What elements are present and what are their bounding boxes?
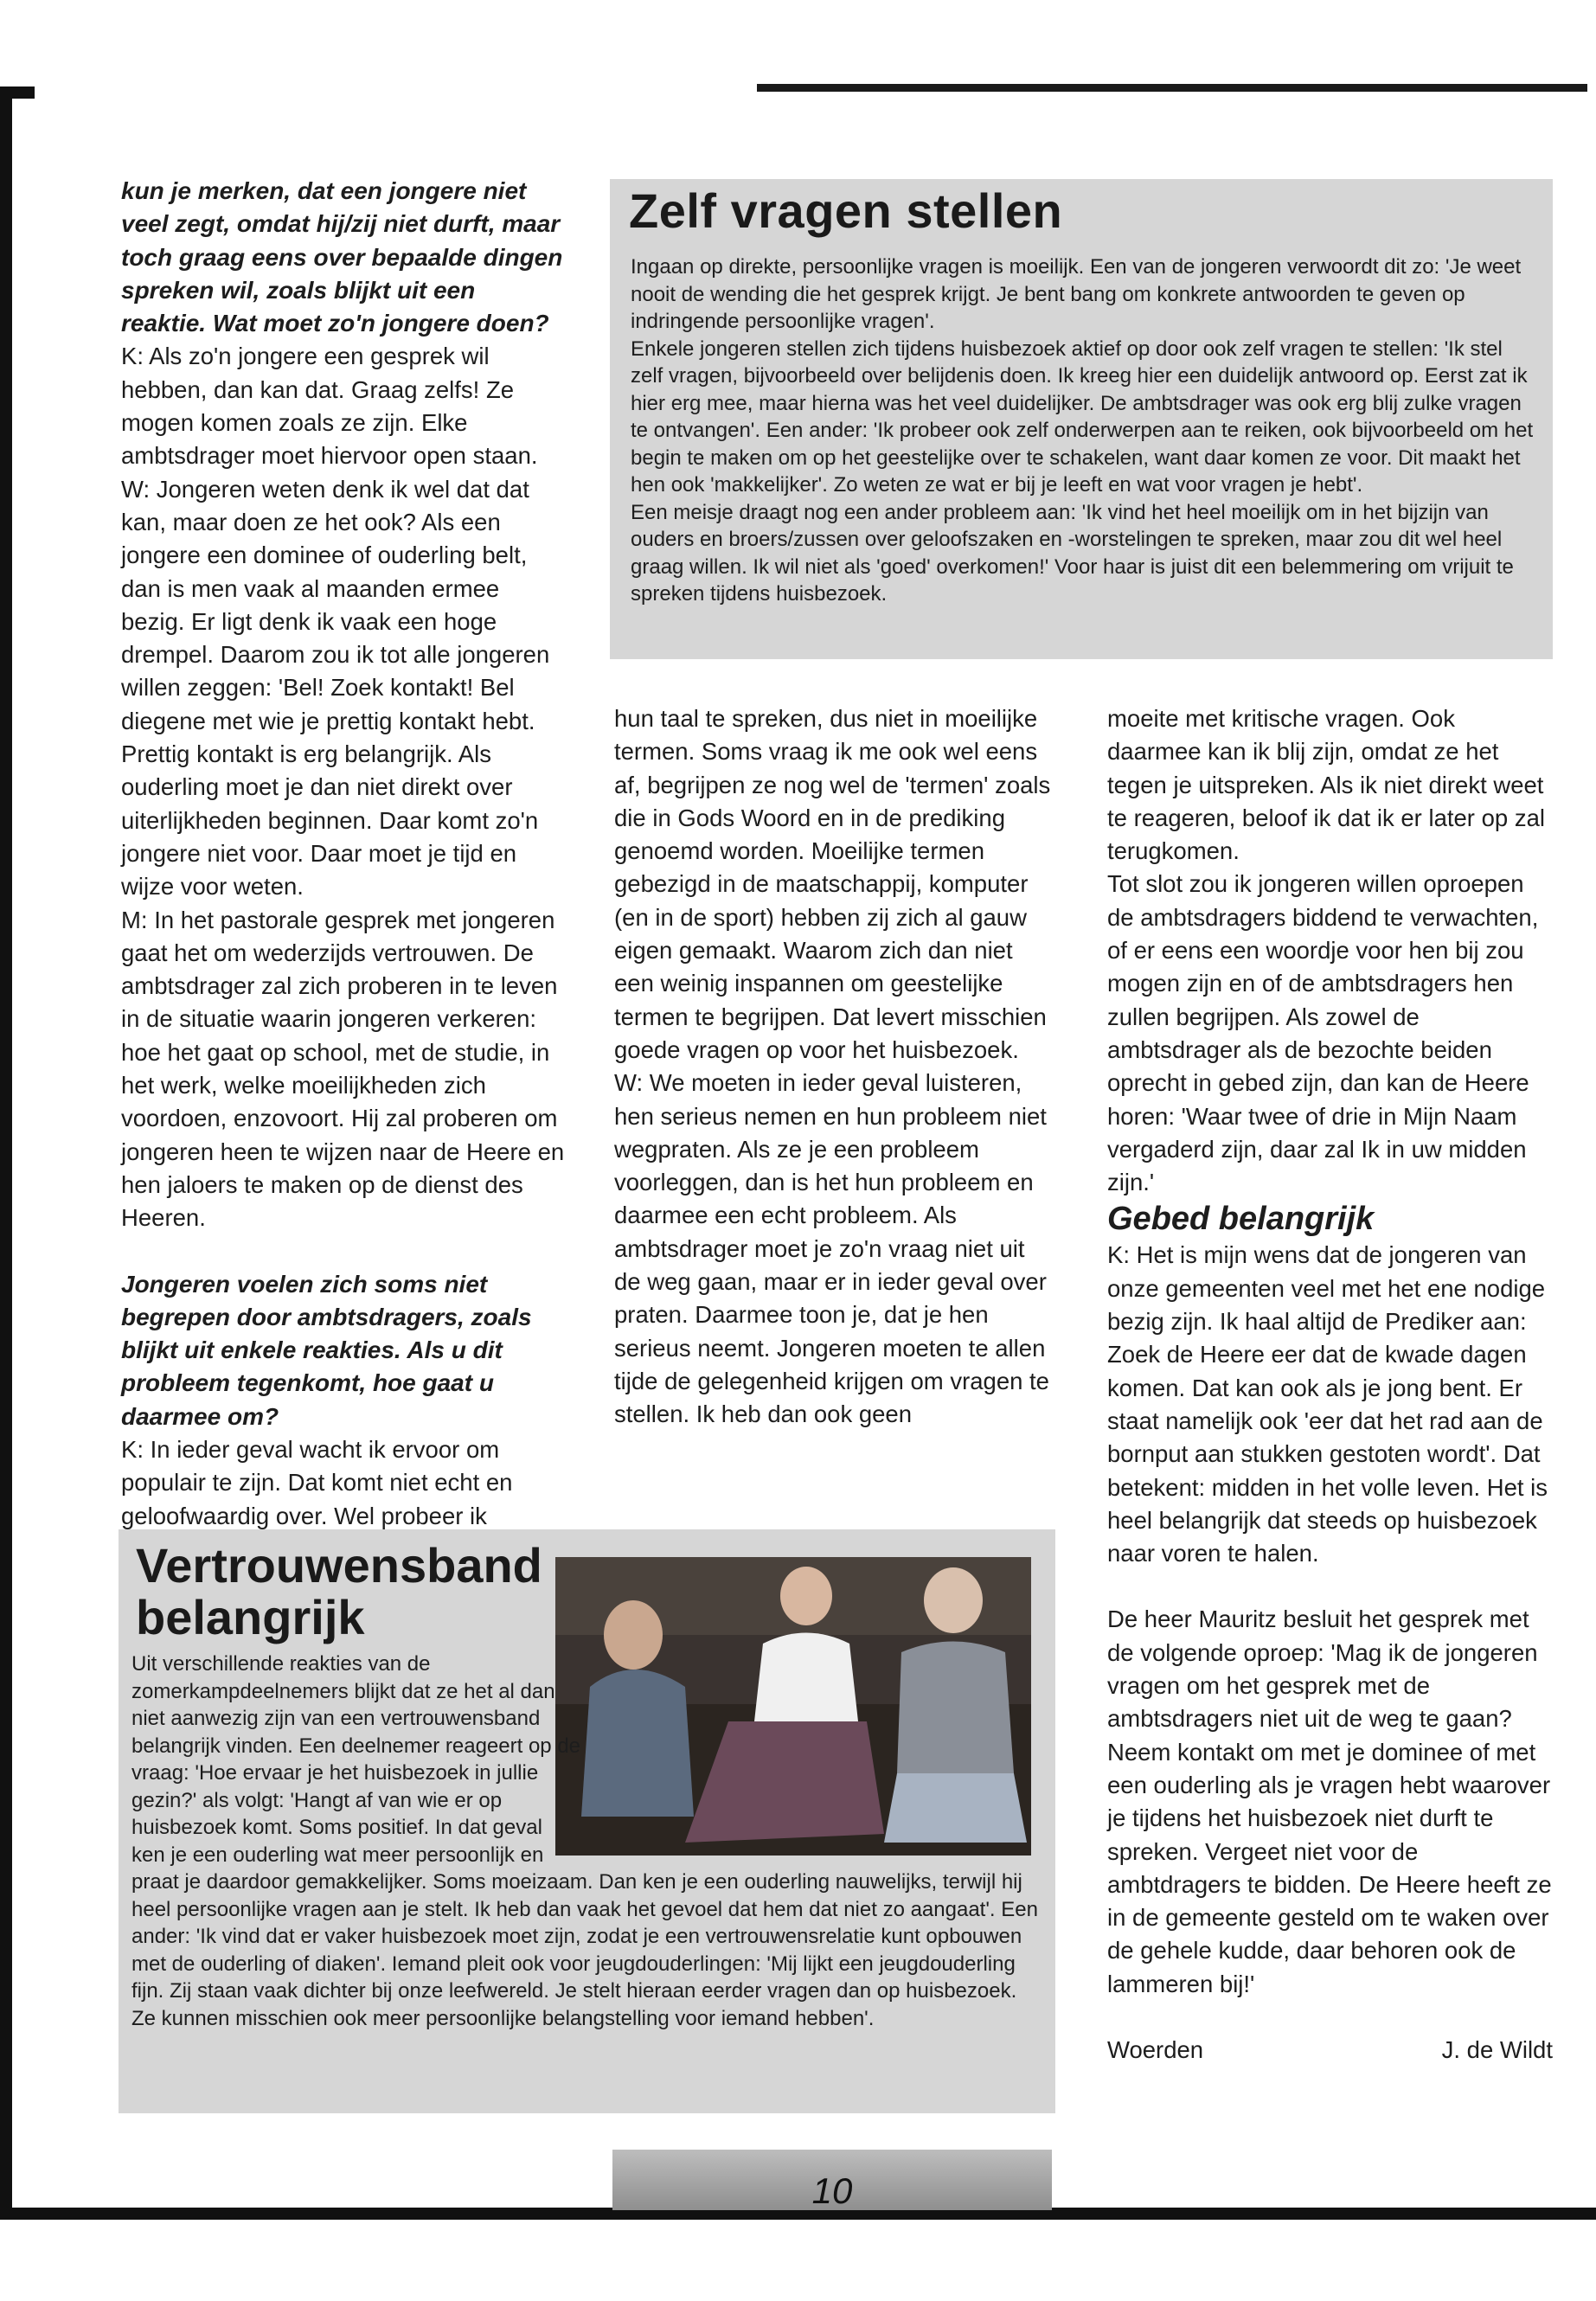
place: Woerden — [1107, 2035, 1204, 2063]
box-title: Vertrouwensband belangrijk — [136, 1538, 542, 1644]
author: J. de Wildt — [1441, 2035, 1553, 2063]
paragraph: moeite met kritische vragen. Ook daarmee kan ik blij zijn, omdat ze het tegen je uitspreken. Als ik niet direkt weet te reageren, beloof ik dat ik er later op zal terugkomen. — [1107, 705, 1545, 865]
section-subhead: Gebed belangrijk — [1107, 1201, 1375, 1238]
box-title: Zelf vragen stellen — [629, 183, 1063, 238]
answer-m-1: M: In het pastorale gesprek met jongeren gaat het om wederzijds vertrouwen. De ambtsdrager zal zich proberen in te leven in de situatie waarin jongeren verkeren: hoe het gaat op school, met de studie, in het werk, welke moeilijkheden zich voordoen, enzovoort. Hij zal proberen om jongeren heen te wijzen naar de Heere en hen jaloers te maken op de dienst des Heeren. — [121, 906, 565, 1232]
left-column — [121, 175, 567, 1533]
box-paragraph: Uit verschillende reakties van de zomerkampdeelnemers blijkt dat ze het al dan niet aanwezig zijn van een vertrouwensband belangrijk vinden. Een deelnemer reageert op de vraag: 'Hoe ervaar je het huisbezoek in jullie gezin?' als volgt: 'Hangt af van wie er op huisbezoek komt. Soms positief. In dat geval ken je een ouderling wat meer persoonlijk en praat je daardoor gemakkelijker. Soms moeizaam. Dan ken je een ouderling nauwelijks, terwijl hij heel persoonlijke vragen aan je stelt. Ik heb dan vaak het gevoel dat hem dat niet zo aangaat'. Een ander: 'Ik vind dat er vaker huisbezoek moet zijn, zodat je een vertrouwensrelatie kunt opbouwen met de ouderling of diaken'. Iemand pleit ook voor jeugdouderlingen: 'Mij lijkt een jeugdouderling fijn. Zij staan vaak dichter bij onze leefwereld. Je stelt hieraan eerder vragen dan op huisbezoek. Ze kunnen misschien ook meer persoonlijke belangstelling voor iemand hebben'. — [131, 1652, 1038, 2030]
box-text — [131, 1650, 1044, 2032]
answer-k-1: K: Als zo'n jongere een gesprek wil hebben, dan kan dat. Graag zelfs! Ze mogen komen zoals ze zijn. Elke ambtsdrager moet hiervoor open staan. — [121, 343, 538, 470]
question-2: Jongeren voelen zich soms niet begrepen door ambtsdragers, zoals blijkt uit enkele reakties. Als u dit probleem tegenkomt, hoe gaat u daarmee om? — [121, 1270, 532, 1430]
sidebar-box-vertrouwensband — [119, 1529, 1055, 2113]
box-paragraph: Een meisje draagt nog een ander probleem aan: 'Ik vind het heel moeilijk om in het bijzijn van ouders en broers/zussen over geloofszaken en -worstelingen te spreken, maar zou dit wel heel graag willen. Ik wil niet als 'goed' overkomen!' Voor haar is juist dit een belemmering om vrijuit te spreken tijdens huisbezoek. — [631, 500, 1514, 606]
box-paragraph: Ingaan op direkte, persoonlijke vragen is moeilijk. Een van de jongeren verwoordt dit zo: 'Je weet nooit de wending die het gesprek krijgt. Je bent bang om konkrete antwoorden te geven op indringende persoonlijke vragen'. — [631, 255, 1522, 333]
answer-w-1: W: Jongeren weten denk ik wel dat dat kan, maar doen ze het ook? Als een jongere een dominee of ouderling belt, dan is men vaak al maanden ermee bezig. Er ligt denk ik vaak een hoge drempel. Daarom zou ik tot alle jongeren willen zeggen: 'Bel! Zoek kontakt! Bel diegene met wie je prettig kontakt hebt. Prettig kontakt is erg belangrijk. Als ouderling moet je dan niet direkt over uiterlijkheden beginnen. Daar komt zo'n jongere niet voor. Daar moet je tijd en wijze voor weten. — [121, 475, 550, 901]
top-rule — [757, 84, 1587, 92]
page-number: 10 — [612, 2150, 1052, 2210]
closing-paragraph: De heer Mauritz besluit het gesprek met de volgende oproep: 'Mag ik de jongeren vragen om het gesprek met de ambtsdragers niet uit de weg te gaan? Neem kontakt om met je dominee of met een ouderling als je vragen hebt waarover je tijdens het huisbezoek niet durft te spreken. Vergeet niet voor de ambtdragers te bidden. De Heere heeft ze in de gemeente gesteld om te waken over de gehele kudde, daar behoren ook de lammeren bij!' — [1107, 1606, 1552, 1997]
answer-k-2: K: In ieder geval wacht ik ervoor om populair te zijn. Dat komt niet echt en geloofwaardig over. Wel probeer ik — [121, 1435, 513, 1529]
question-1: kun je merken, dat een jongere niet veel zegt, omdat hij/zij niet durft, maar toch graag eens over bepaalde dingen spreken wil, zoals blijkt uit een reaktie. Wat moet zo'n jongere doen? — [121, 177, 563, 337]
page-left-edge — [0, 87, 12, 2219]
paragraph: hun taal te spreken, dus niet in moeilijke termen. Soms vraag ik me ook wel eens af, begrijpen ze nog wel de 'termen' zoals die in Gods Woord en in de prediking genoemd worden. Moeilijke termen gebezigd in de maatschappij, komputer (en in de sport) hebben zij zich al gauw eigen gemaakt. Waarom zich dan niet een weinig inspannen om geestelijke termen te begrijpen. Dat levert misschien goede vragen op voor het huisbezoek. — [614, 705, 1051, 1063]
box-paragraph: Enkele jongeren stellen zich tijdens huisbezoek aktief op door ook zelf vragen te stellen: 'Ik stel zelf vragen, bijvoorbeeld over belijdenis doen. Ik kreeg hier een duidelijk antwoord op. Eerst zat ik hier erg mee, maar hierna was het veel duidelijker. De ambtsdrager was ook erg blij zulke vragen te ontvangen'. Een ander: 'Ik probeer ook zelf onderwerpen aan te reiken, ook bijvoorbeeld om het begin te maken om op het geestelijke over te schakelen, want daar komen ze voor. Dit maakt het hen ook 'makkelijker'. Zo weten ze wat er bij je leeft en wat voor vragen je hebt'. — [631, 336, 1534, 497]
page-corner-mark — [0, 87, 35, 99]
middle-column — [614, 702, 1051, 1432]
sidebar-box-zelf-vragen — [610, 179, 1553, 659]
answer-k-3: K: Het is mijn wens dat de jongeren van onze gemeenten veel met het ene nodige bezig zijn. Ik haal altijd de Prediker aan: Zoek de Heere eer dat de kwade dagen komen. Dat kan ook als je jong bent. Er staat namelijk ook 'eer dat het rad aan de bornput aan stukken gestoten wordt'. Dat betekent: midden in het volle leven. Het is heel belangrijk dat steeds op huisbezoek naar voren te halen. — [1107, 1241, 1548, 1567]
answer-w-2: W: We moeten in ieder geval luisteren, hen serieus nemen en hun probleem niet wegpraten. Als ze je een probleem voorleggen, dan is het hun probleem en daarmee een echt probleem. Als ambtsdrager moet je zo'n vraag niet uit de weg gaan, maar er in ieder geval over praten. Daarmee toon je, dat je hen serieus neemt. Jongeren moeten te allen tijde de gelegenheid krijgen om vragen te stellen. Ik heb dan ook geen — [614, 1069, 1049, 1428]
paragraph: Tot slot zou ik jongeren willen oproepen de ambtsdragers biddend te verwachten, of er eens een woordje voor hen bij zou mogen zijn en of de ambtsdragers hen zullen begrijpen. Als zowel de ambtsdrager als de bezochte beiden oprecht in gebed zijn, dan kan de Heere horen: 'Waar twee of drie in Mijn Naam vergaderd zijn, daar zal Ik in uw midden zijn.' — [1107, 870, 1539, 1196]
box-text — [631, 253, 1539, 608]
signature-line — [1107, 2034, 1553, 2067]
right-column — [1107, 702, 1553, 2067]
